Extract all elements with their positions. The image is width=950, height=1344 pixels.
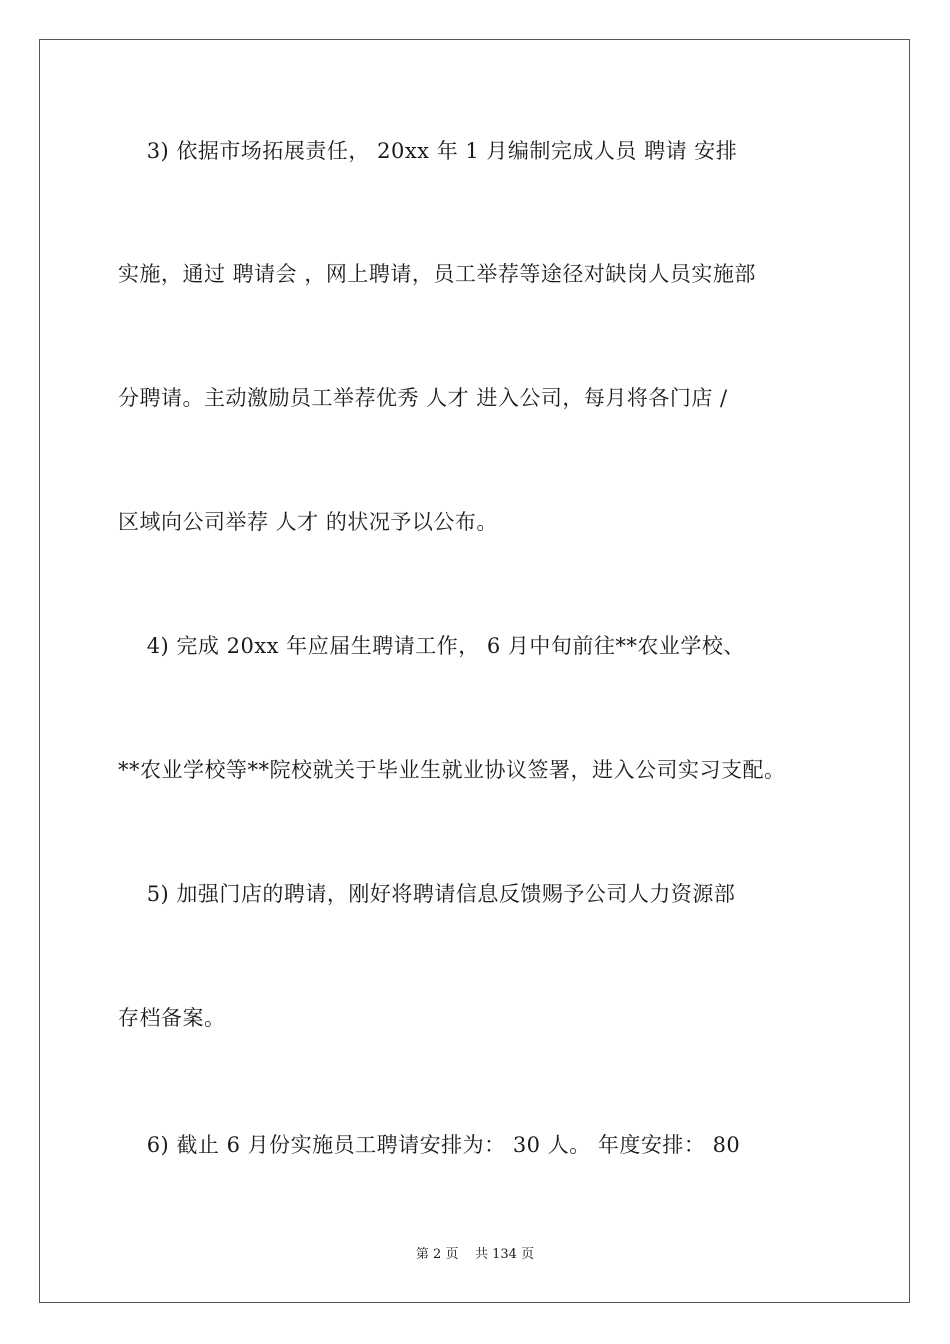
paragraph-line: 3) 依据市场拓展责任， 20xx 年 1 月编制完成人员 聘请 安排 (118, 139, 738, 163)
paragraph-line: 分聘请。主动激励员工举荐优秀 人才 进入公司，每月将各门店 / (118, 386, 728, 410)
page-border (39, 39, 910, 1303)
paragraph-line: 存档备案。 (118, 1006, 226, 1030)
paragraph-line: 区域向公司举荐 人才 的状况予以公布。 (118, 510, 498, 534)
paragraph-line: 5) 加强门店的聘请，刚好将聘请信息反馈赐予公司人力资源部 (118, 882, 736, 906)
paragraph-line: **农业学校等**院校就关于毕业生就业协议签署，进入公司实习支配。 (118, 758, 786, 782)
paragraph-line: 4) 完成 20xx 年应届生聘请工作， 6 月中旬前往**农业学校、 (118, 634, 745, 658)
paragraph-line: 实施，通过 聘请会 ，网上聘请，员工举荐等途径对缺岗人员实施部 (118, 262, 756, 286)
page-footer: 第 2 页 共 134 页 (415, 1247, 535, 1262)
paragraph-line: 6) 截止 6 月份实施员工聘请安排为： 30 人。 年度安排： 80 (118, 1133, 741, 1157)
